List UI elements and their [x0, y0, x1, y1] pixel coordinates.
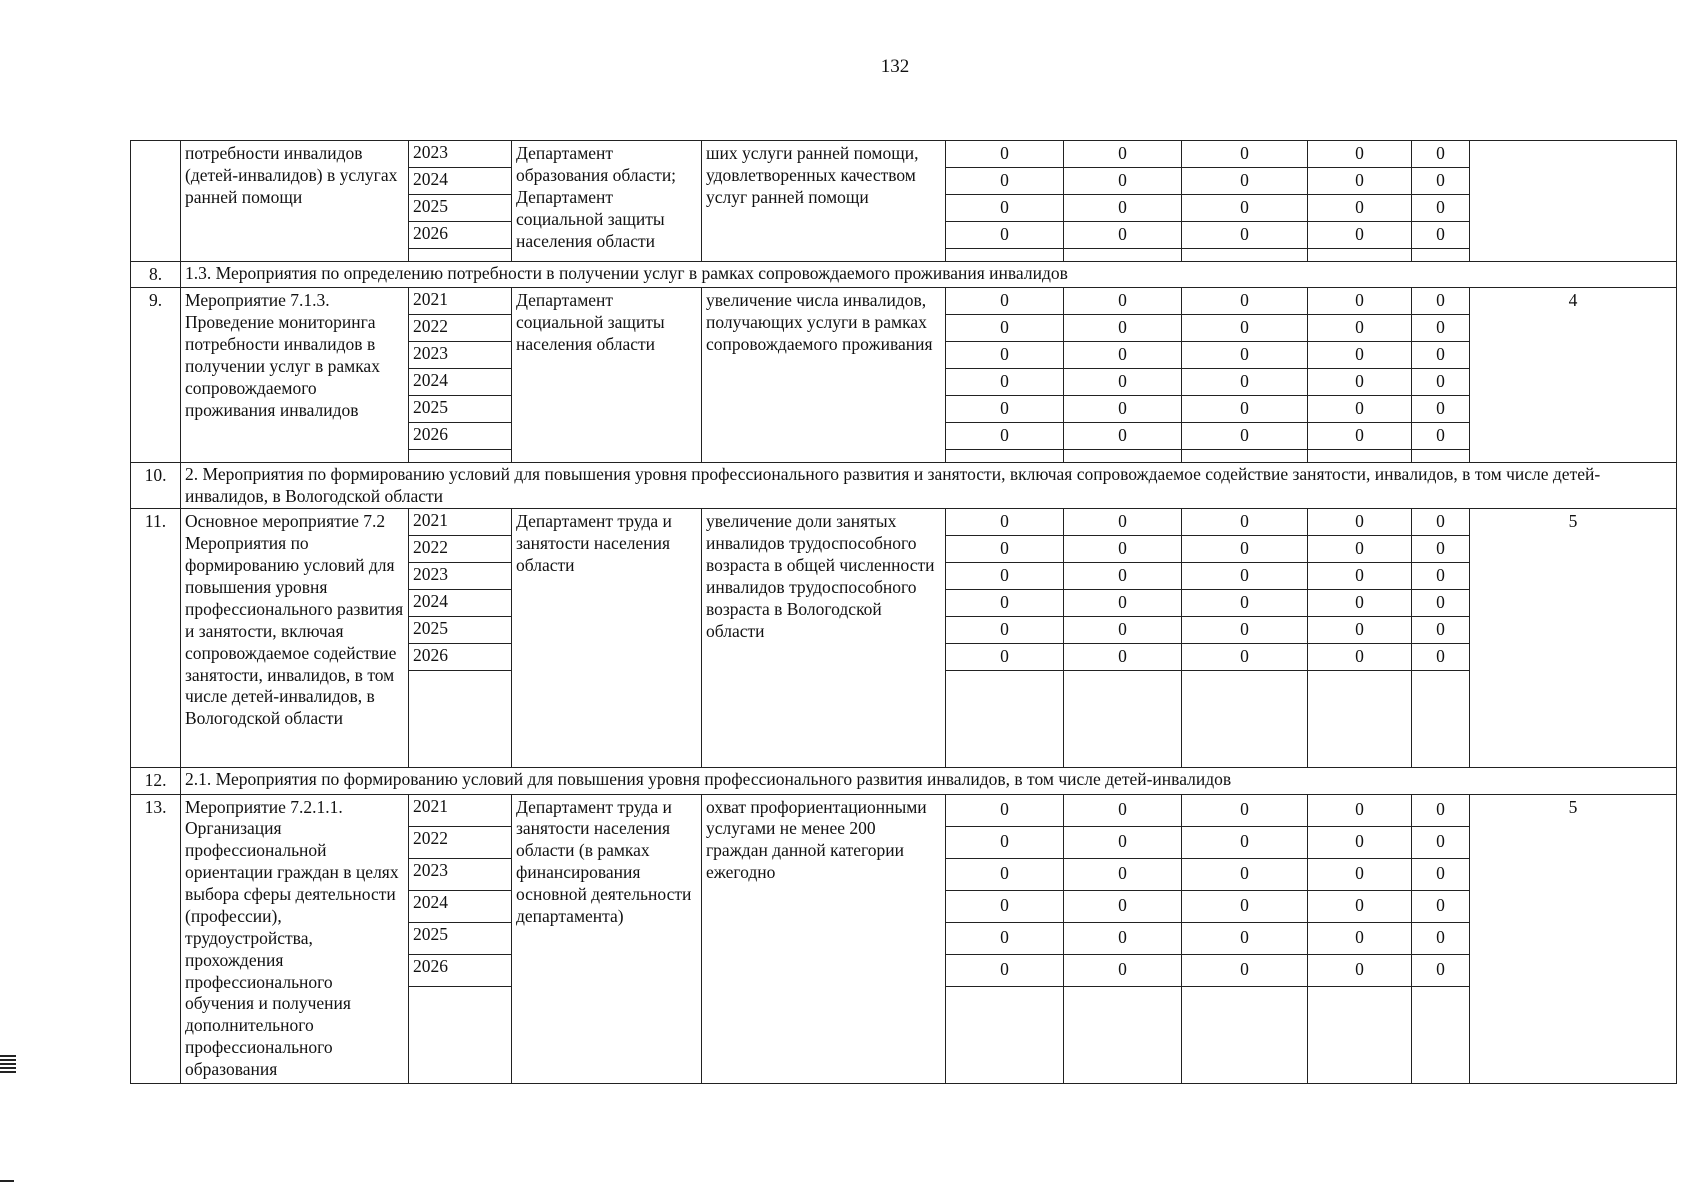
value-cell: 0 [1308, 221, 1412, 248]
value-cell: 0 [1308, 563, 1412, 590]
empty-value-cell [1182, 248, 1308, 261]
year-cell: 2022 [409, 826, 512, 858]
section-title: 2. Мероприятия по формированию условий для повышения уровня профессионального развития и занятости, включая сопровождаемое содействие занятости, инвалидов, в том числе детей-инвалидов, в Вологодской области [181, 462, 1677, 509]
value-cell: 0 [1412, 954, 1470, 986]
value-cell: 0 [1182, 590, 1308, 617]
section-row [131, 462, 1677, 509]
value-cell: 0 [1412, 590, 1470, 617]
value-cell: 0 [1412, 858, 1470, 890]
empty-value-cell [1064, 449, 1182, 462]
value-cell: 0 [946, 194, 1064, 221]
row-number: 12. [131, 767, 181, 794]
value-cell: 0 [1412, 194, 1470, 221]
value-cell: 0 [1412, 342, 1470, 369]
value-cell: 0 [946, 616, 1064, 643]
value-cell: 0 [946, 826, 1064, 858]
empty-value-cell [1308, 449, 1412, 462]
value-cell: 0 [1064, 369, 1182, 396]
value-cell: 0 [1182, 315, 1308, 342]
value-cell: 0 [1182, 794, 1308, 826]
year-cell: 2026 [409, 221, 512, 248]
value-cell: 0 [1064, 509, 1182, 536]
year-cell: 2023 [409, 141, 512, 168]
value-cell: 0 [946, 536, 1064, 563]
scan-margin-dash [0, 1180, 14, 1182]
row-number [131, 141, 181, 262]
value-cell: 0 [1064, 395, 1182, 422]
value-cell: 0 [1064, 590, 1182, 617]
value-cell: 0 [1412, 643, 1470, 670]
empty-value-cell [946, 986, 1064, 1083]
activity-row [131, 794, 1677, 826]
value-cell: 0 [946, 395, 1064, 422]
section-row [131, 767, 1677, 794]
value-cell: 0 [1182, 342, 1308, 369]
value-cell: 0 [1182, 536, 1308, 563]
value-cell: 0 [1412, 141, 1470, 168]
value-cell: 0 [1182, 890, 1308, 922]
value-cell: 0 [1064, 315, 1182, 342]
value-cell: 0 [1308, 858, 1412, 890]
year-cell: 2023 [409, 563, 512, 590]
year-cell: 2021 [409, 509, 512, 536]
value-cell: 0 [1308, 954, 1412, 986]
value-cell: 0 [1064, 954, 1182, 986]
value-cell: 0 [1308, 922, 1412, 954]
value-cell: 0 [1308, 141, 1412, 168]
row-number: 10. [131, 462, 181, 509]
value-cell: 0 [1064, 643, 1182, 670]
year-cell: 2024 [409, 890, 512, 922]
value-cell: 0 [1182, 616, 1308, 643]
activity-name: потребности инвалидов (детей-инвалидов) в услугах ранней помощи [181, 141, 409, 262]
value-cell: 0 [1064, 141, 1182, 168]
value-cell: 0 [1064, 536, 1182, 563]
target-cell: 4 [1470, 288, 1677, 462]
value-cell: 0 [946, 794, 1064, 826]
value-cell: 0 [946, 221, 1064, 248]
value-cell: 0 [1412, 369, 1470, 396]
value-cell: 0 [1182, 395, 1308, 422]
target-cell [1470, 141, 1677, 262]
empty-year-cell [409, 986, 512, 1083]
value-cell: 0 [1182, 369, 1308, 396]
value-cell: 0 [1412, 315, 1470, 342]
empty-year-cell [409, 670, 512, 767]
value-cell: 0 [1308, 422, 1412, 449]
year-cell: 2025 [409, 922, 512, 954]
value-cell: 0 [946, 890, 1064, 922]
row-number: 8. [131, 261, 181, 288]
value-cell: 0 [1064, 288, 1182, 315]
indicator-cell: ших услуги ранней помощи, удовлетворенных качеством услуг ранней помощи [702, 141, 946, 262]
activity-name: Мероприятие 7.1.3. Проведение мониторинга потребности инвалидов в получении услуг в рамках сопровождаемого проживания инвалидов [181, 288, 409, 462]
year-cell: 2021 [409, 288, 512, 315]
empty-value-cell [1308, 670, 1412, 767]
value-cell: 0 [1308, 315, 1412, 342]
row-number: 11. [131, 509, 181, 767]
executor-cell: Департамент социальной защиты населения области [512, 288, 702, 462]
year-cell: 2025 [409, 616, 512, 643]
empty-value-cell [1308, 986, 1412, 1083]
value-cell: 0 [1064, 342, 1182, 369]
empty-value-cell [1412, 248, 1470, 261]
value-cell: 0 [1182, 422, 1308, 449]
value-cell: 0 [1182, 643, 1308, 670]
value-cell: 0 [1308, 342, 1412, 369]
value-cell: 0 [1412, 826, 1470, 858]
empty-value-cell [946, 248, 1064, 261]
value-cell: 0 [1308, 509, 1412, 536]
page-number: 132 [880, 56, 910, 77]
value-cell: 0 [1182, 826, 1308, 858]
value-cell: 0 [1064, 826, 1182, 858]
empty-value-cell [1412, 449, 1470, 462]
value-cell: 0 [1064, 616, 1182, 643]
value-cell: 0 [1412, 563, 1470, 590]
empty-value-cell [1064, 986, 1182, 1083]
value-cell: 0 [946, 858, 1064, 890]
value-cell: 0 [946, 141, 1064, 168]
value-cell: 0 [1308, 616, 1412, 643]
value-cell: 0 [1064, 167, 1182, 194]
activity-name: Основное мероприятие 7.2 Мероприятия по формированию условий для повышения уровня профессионального развития и занятости, включая сопровождаемое содействие занятости, инвалидов, в том числе детей-инвалидов, в Вологодской области [181, 509, 409, 767]
value-cell: 0 [1308, 194, 1412, 221]
value-cell: 0 [1412, 288, 1470, 315]
empty-value-cell [946, 449, 1064, 462]
value-cell: 0 [946, 315, 1064, 342]
value-cell: 0 [1064, 890, 1182, 922]
value-cell: 0 [1182, 563, 1308, 590]
empty-year-cell [409, 449, 512, 462]
empty-value-cell [1182, 670, 1308, 767]
year-cell: 2022 [409, 536, 512, 563]
year-cell: 2021 [409, 794, 512, 826]
value-cell: 0 [1412, 536, 1470, 563]
value-cell: 0 [946, 422, 1064, 449]
year-cell: 2022 [409, 315, 512, 342]
year-cell: 2025 [409, 395, 512, 422]
value-cell: 0 [946, 954, 1064, 986]
row-number: 9. [131, 288, 181, 462]
indicator-cell: увеличение числа инвалидов, получающих услуги в рамках сопровождаемого проживания [702, 288, 946, 462]
value-cell: 0 [1308, 369, 1412, 396]
value-cell: 0 [1182, 509, 1308, 536]
value-cell: 0 [1308, 167, 1412, 194]
empty-value-cell [946, 670, 1064, 767]
executor-cell: Департамент труда и занятости населения области (в рамках финансирования основной деятельности департамента) [512, 794, 702, 1083]
indicator-cell: увеличение доли занятых инвалидов трудоспособного возраста в общей численности инвалидов трудоспособного возраста в Вологодской области [702, 509, 946, 767]
empty-value-cell [1182, 986, 1308, 1083]
value-cell: 0 [946, 563, 1064, 590]
activity-row [131, 141, 1677, 168]
value-cell: 0 [946, 369, 1064, 396]
empty-value-cell [1064, 248, 1182, 261]
value-cell: 0 [1182, 194, 1308, 221]
value-cell: 0 [1412, 890, 1470, 922]
section-row [131, 261, 1677, 288]
value-cell: 0 [946, 288, 1064, 315]
value-cell: 0 [1308, 288, 1412, 315]
activity-row [131, 288, 1677, 315]
value-cell: 0 [1412, 509, 1470, 536]
value-cell: 0 [1182, 167, 1308, 194]
value-cell: 0 [1064, 563, 1182, 590]
year-cell: 2024 [409, 167, 512, 194]
value-cell: 0 [1308, 826, 1412, 858]
value-cell: 0 [1308, 794, 1412, 826]
program-activities-table [130, 140, 1677, 1084]
value-cell: 0 [946, 590, 1064, 617]
value-cell: 0 [1182, 954, 1308, 986]
empty-value-cell [1308, 248, 1412, 261]
value-cell: 0 [1412, 922, 1470, 954]
value-cell: 0 [1064, 221, 1182, 248]
empty-value-cell [1412, 986, 1470, 1083]
year-cell: 2026 [409, 954, 512, 986]
value-cell: 0 [1308, 890, 1412, 922]
value-cell: 0 [1412, 616, 1470, 643]
value-cell: 0 [1064, 194, 1182, 221]
empty-year-cell [409, 248, 512, 261]
year-cell: 2024 [409, 369, 512, 396]
activity-row [131, 509, 1677, 536]
year-cell: 2024 [409, 590, 512, 617]
value-cell: 0 [1182, 922, 1308, 954]
value-cell: 0 [946, 509, 1064, 536]
empty-value-cell [1412, 670, 1470, 767]
value-cell: 0 [1308, 590, 1412, 617]
value-cell: 0 [1064, 422, 1182, 449]
value-cell: 0 [1064, 922, 1182, 954]
value-cell: 0 [1412, 422, 1470, 449]
value-cell: 0 [946, 342, 1064, 369]
year-cell: 2023 [409, 858, 512, 890]
year-cell: 2026 [409, 643, 512, 670]
year-cell: 2023 [409, 342, 512, 369]
scan-margin-marks [0, 1055, 16, 1075]
row-number: 13. [131, 794, 181, 1083]
empty-value-cell [1182, 449, 1308, 462]
target-cell: 5 [1470, 509, 1677, 767]
indicator-cell: охват профориентационными услугами не менее 200 граждан данной категории ежегодно [702, 794, 946, 1083]
value-cell: 0 [1182, 288, 1308, 315]
section-title: 1.3. Мероприятия по определению потребности в получении услуг в рамках сопровождаемого проживания инвалидов [181, 261, 1677, 288]
executor-cell: Департамент образования области; Департамент социальной защиты населения области [512, 141, 702, 262]
value-cell: 0 [1412, 167, 1470, 194]
value-cell: 0 [1412, 794, 1470, 826]
value-cell: 0 [1308, 395, 1412, 422]
value-cell: 0 [1064, 794, 1182, 826]
value-cell: 0 [946, 643, 1064, 670]
value-cell: 0 [1308, 536, 1412, 563]
value-cell: 0 [1064, 858, 1182, 890]
value-cell: 0 [1412, 395, 1470, 422]
value-cell: 0 [1182, 858, 1308, 890]
section-title: 2.1. Мероприятия по формированию условий для повышения уровня профессионального развития инвалидов, в том числе детей-инвалидов [181, 767, 1677, 794]
executor-cell: Департамент труда и занятости населения области [512, 509, 702, 767]
activity-name: Мероприятие 7.2.1.1. Организация профессиональной ориентации граждан в целях выбора сферы деятельности (профессии), трудоустройства, прохождения профессионального обучения и получения дополнительного профессионального образования [181, 794, 409, 1083]
value-cell: 0 [1308, 643, 1412, 670]
empty-value-cell [1064, 670, 1182, 767]
year-cell: 2025 [409, 194, 512, 221]
value-cell: 0 [946, 167, 1064, 194]
value-cell: 0 [1182, 221, 1308, 248]
value-cell: 0 [1412, 221, 1470, 248]
value-cell: 0 [1182, 141, 1308, 168]
value-cell: 0 [946, 922, 1064, 954]
year-cell: 2026 [409, 422, 512, 449]
target-cell: 5 [1470, 794, 1677, 1083]
